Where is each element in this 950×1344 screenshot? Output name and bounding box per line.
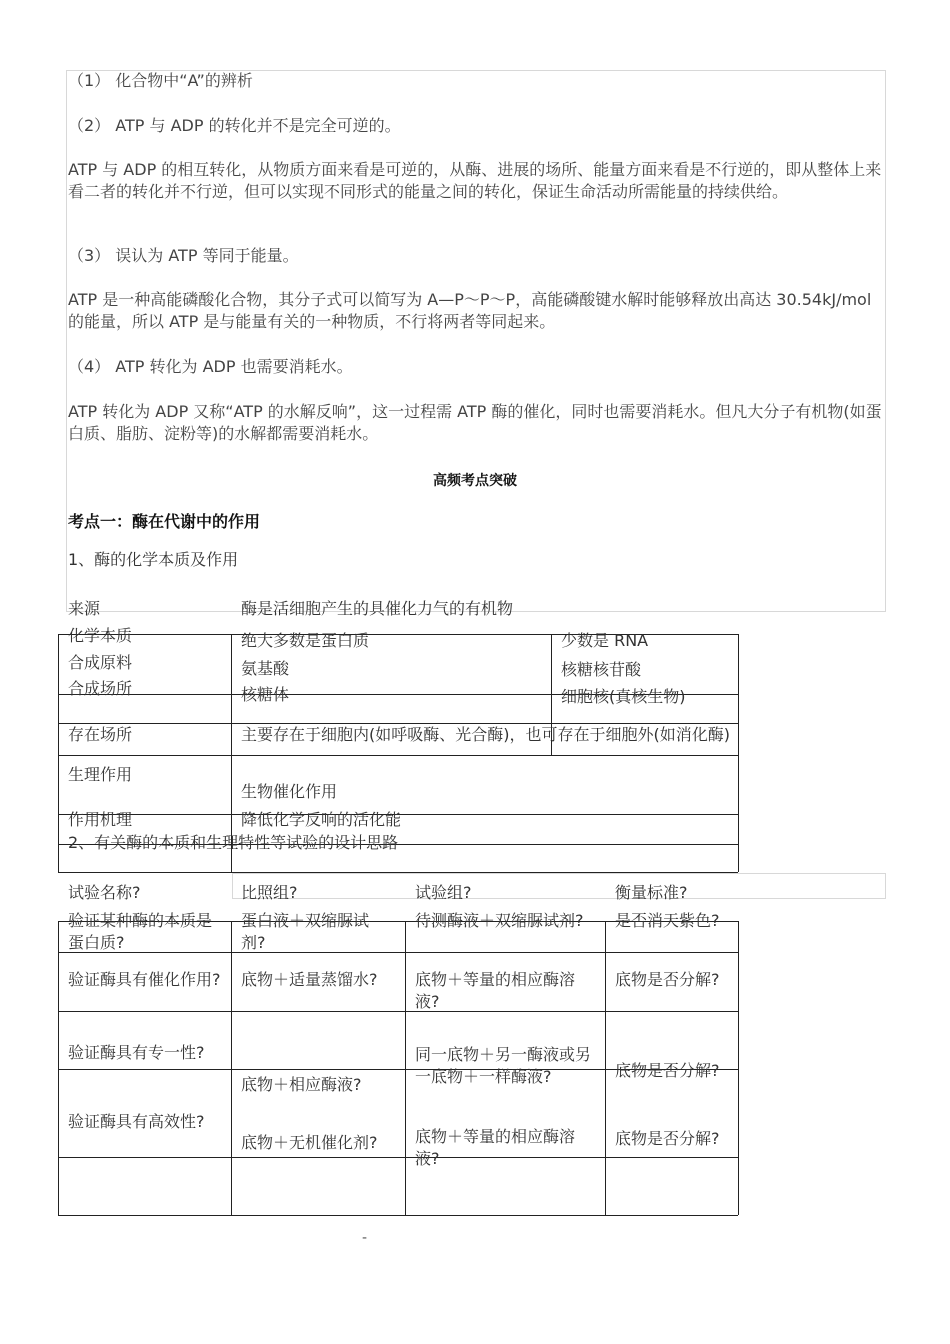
exp-row3-name: 验证酶具有专一性?	[68, 1043, 205, 1062]
exp-row1-name: 验证某种酶的本质是蛋白质?	[68, 911, 213, 952]
note-paragraph-4: ATP 转化为 ADP 又称“ATP 的水解反响”，这一过程需 ATP 酶的催化，同时也需要消耗水。但凡大分子有机物(如蛋白质、脂肪、淀粉等)的水解都需要消耗水。	[68, 402, 882, 443]
note-paragraph-3: ATP 是一种高能磷酸化合物，其分子式可以简写为 A—P～P～P，高能磷酸键水解时能够释放出高达 30.54kJ/mol 的能量，所以 ATP 是与能量有关的一种物质，不行将两者等同起来。	[68, 290, 872, 331]
enzyme-material-rna: 核糖核苷酸	[561, 660, 642, 679]
enzyme-function-value: 生物催化作用	[241, 782, 338, 801]
enzyme-location-label: 存在场所	[68, 725, 133, 744]
exp-header-criterion: 衡量标准?	[615, 883, 688, 902]
exp-header-control: 比照组?	[241, 883, 298, 902]
enzyme-nature-label: 化学本质	[68, 626, 133, 645]
enzyme-source-value: 酶是活细胞产生的具催化力气的有机物	[241, 599, 514, 618]
enzyme-mechanism-label: 作用机理	[68, 810, 133, 829]
note-item-4: （4） ATP 转化为 ADP 也需要消耗水。	[68, 357, 353, 376]
exp-header-experimental: 试验组?	[415, 883, 472, 902]
exp-row2-name: 验证酶具有催化作用?	[68, 970, 221, 989]
enzyme-nature-protein: 绝大多数是蛋白质	[241, 631, 370, 650]
note-item-2: （2） ATP 与 ADP 的转化并不是完全可逆的。	[68, 116, 401, 135]
exp-row1-control: 蛋白液＋双缩脲试剂?	[241, 911, 370, 952]
exp-row2-criterion: 底物是否分解?	[615, 970, 720, 989]
page-footer-dash: -	[362, 1230, 368, 1246]
enzyme-material-protein: 氨基酸	[241, 659, 290, 678]
exp-row2-experimental: 底物＋等量的相应酶溶液?	[415, 970, 576, 1011]
exp-row4-criterion: 底物是否分解?	[615, 1129, 720, 1148]
enzyme-mechanism-value: 降低化学反响的活化能	[241, 810, 402, 829]
note-paragraph-2: ATP 与 ADP 的相互转化，从物质方面来看是可逆的，从酶、进展的场所、能量方面来看是不行逆的，即从整体上来看二者的转化并不行逆，但可以实现不同形式的能量之间的转化，保证生命活动所需能量的持续供给。	[68, 160, 882, 201]
exp-row1-experimental: 待测酶液＋双缩脲试剂?	[415, 911, 584, 930]
note-item-1: （1） 化合物中“A”的辨析	[68, 71, 253, 90]
exp-row3-criterion: 底物是否分解?	[615, 1061, 720, 1080]
kaodian-title: 考点一：酶在代谢中的作用	[68, 512, 261, 531]
note-item-3: （3） 误认为 ATP 等同于能量。	[68, 246, 299, 265]
enzyme-site-label: 合成场所	[68, 679, 133, 698]
exp-row4-control: 底物＋无机催化剂?	[241, 1133, 378, 1152]
exp-row4-experimental: 底物＋等量的相应酶溶液?	[415, 1127, 576, 1168]
exp-row2-control: 底物＋适量蒸馏水?	[241, 970, 378, 989]
enzyme-function-label: 生理作用	[68, 765, 133, 784]
enzyme-site-rna: 细胞核(真核生物)	[561, 687, 686, 706]
enzyme-nature-rna: 少数是 RNA	[561, 631, 649, 650]
exp-row3-control: 底物＋相应酶液?	[241, 1075, 362, 1094]
subsection-2-title: 2、有关酶的本质和生理特性等试验的设计思路	[68, 833, 399, 852]
exp-row1-criterion: 是否消天紫色?	[615, 911, 720, 930]
enzyme-material-label: 合成原料	[68, 653, 133, 672]
section-title: 高频考点突破	[433, 473, 517, 489]
enzyme-location-value: 主要存在于细胞内(如呼吸酶、光合酶)，也可存在于细胞外(如消化酶)	[241, 725, 730, 744]
table-frame-strip	[232, 873, 886, 899]
enzyme-site-protein: 核糖体	[241, 685, 290, 704]
enzyme-source-label: 来源	[68, 599, 101, 618]
subsection-1-title: 1、酶的化学本质及作用	[68, 550, 239, 569]
exp-row4-name: 验证酶具有高效性?	[68, 1112, 205, 1131]
exp-header-name: 试验名称?	[68, 883, 141, 902]
exp-row3-experimental: 同一底物＋另一酶液或另一底物＋一样酶液?	[415, 1045, 592, 1086]
